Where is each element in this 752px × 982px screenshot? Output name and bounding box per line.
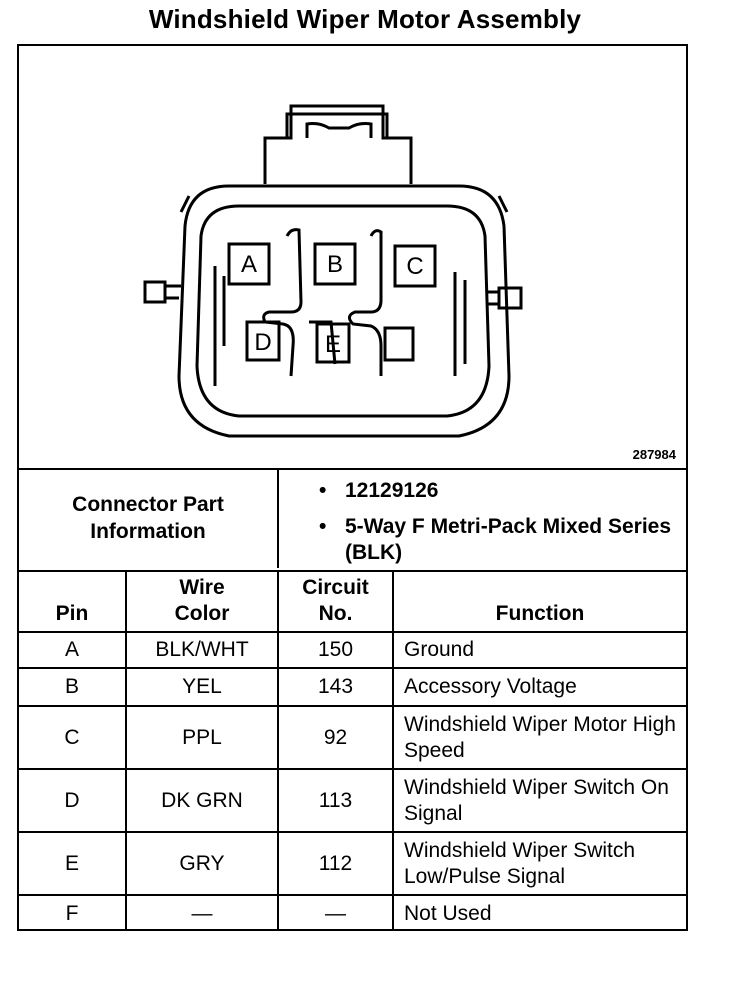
header-wire-color-line2: Color [174, 602, 230, 625]
header-circuit [278, 570, 393, 632]
cell-function: Windshield Wiper Motor High Speed [393, 706, 686, 769]
cell-circuit: 92 [278, 706, 393, 769]
cell-pin: D [19, 769, 126, 832]
cell-circuit: — [278, 895, 393, 931]
pin-table-header [19, 570, 686, 632]
cell-function: Not Used [393, 895, 686, 931]
connector-sheet [17, 44, 688, 931]
header-wire-color [126, 570, 278, 632]
cell-wire-color: BLK/WHT [126, 632, 278, 668]
cell-function: Windshield Wiper Switch Low/Pulse Signal [393, 832, 686, 895]
cell-wire-color: GRY [126, 832, 278, 895]
pin-label-c: C [406, 253, 424, 280]
table-row [19, 706, 686, 769]
pin-table [19, 570, 686, 931]
header-circuit-line2: No. [318, 602, 353, 625]
cell-wire-color: PPL [126, 706, 278, 769]
cell-pin: E [19, 832, 126, 895]
cell-function: Ground [393, 632, 686, 668]
pin-label-b: B [326, 251, 344, 278]
connector-info-row [19, 468, 686, 572]
figure-number: 287984 [632, 447, 676, 462]
pin-label-a: A [240, 251, 258, 278]
connector-info-list [319, 478, 679, 576]
cell-pin: F [19, 895, 126, 931]
header-circuit-line1: Circuit [302, 576, 369, 599]
connector-info-label-line2: Information [90, 520, 206, 543]
cell-wire-color: — [126, 895, 278, 931]
connector-face-drawing [19, 46, 686, 468]
cell-wire-color: YEL [126, 668, 278, 706]
cell-function: Accessory Voltage [393, 668, 686, 706]
table-row [19, 632, 686, 668]
table-row [19, 769, 686, 832]
connector-info-label [19, 468, 279, 568]
cell-wire-color: DK GRN [126, 769, 278, 832]
cell-circuit: 113 [278, 769, 393, 832]
table-row [19, 832, 686, 895]
cell-circuit: 112 [278, 832, 393, 895]
cell-pin: A [19, 632, 126, 668]
table-row [19, 895, 686, 931]
page-title: Windshield Wiper Motor Assembly [148, 4, 582, 34]
table-row [19, 668, 686, 706]
cell-pin: B [19, 668, 126, 706]
header-pin: Pin [19, 570, 126, 632]
cell-pin: C [19, 706, 126, 769]
cell-function: Windshield Wiper Switch On Signal [393, 769, 686, 832]
connector-type: • 5-Way F Metri-Pack Mixed Series (BLK) [319, 514, 679, 566]
header-wire-color-line1: Wire [179, 576, 225, 599]
part-number: • 12129126 [319, 478, 679, 504]
connector-info-label-line1: Connector Part [72, 493, 224, 516]
connector-diagram [19, 46, 686, 470]
cell-circuit: 143 [278, 668, 393, 706]
cell-circuit: 150 [278, 632, 393, 668]
pin-label-e: E [324, 331, 342, 358]
header-function: Function [393, 570, 686, 632]
pin-label-d: D [254, 329, 272, 356]
